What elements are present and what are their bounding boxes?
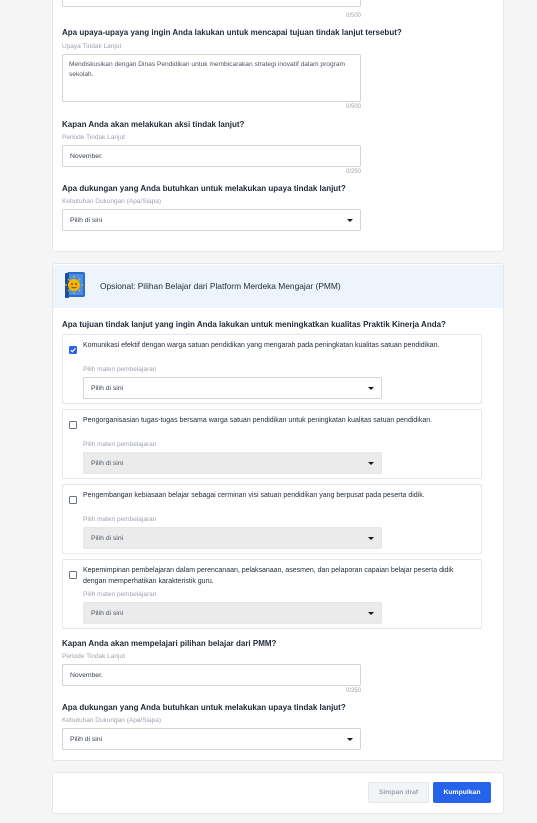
option-3-materi-value: Pilih di sini bbox=[91, 534, 124, 542]
option-3-materi-label: Pilih materi pembelajaran bbox=[83, 516, 157, 523]
periode-input[interactable]: November. bbox=[62, 145, 361, 167]
kapan-question: Kapan Anda akan melakukan aksi tindak lanjut? bbox=[62, 120, 245, 129]
dukungan-pmm-question: Apa dukungan yang Anda butuhkan untuk melakukan upaya tindak lanjut? bbox=[62, 703, 346, 712]
periode-char-counter: 0/250 bbox=[345, 169, 361, 175]
dukungan-pmm-select-value: Pilih di sini bbox=[70, 735, 103, 743]
option-4-checkbox[interactable] bbox=[69, 571, 77, 579]
caret-down-icon bbox=[347, 738, 353, 741]
option-2-materi-value: Pilih di sini bbox=[91, 459, 124, 467]
previous-char-counter: 0/500 bbox=[345, 13, 361, 19]
check-icon bbox=[69, 346, 77, 354]
option-1-materi-label: Pilih materi pembelajaran bbox=[83, 366, 157, 373]
option-2-materi-label: Pilih materi pembelajaran bbox=[83, 441, 157, 448]
upaya-label: Upaya Tindak Lanjut bbox=[62, 43, 122, 50]
periode-pmm-label: Periode Tindak Lanjut bbox=[62, 653, 125, 660]
save-draft-button[interactable]: Simpan draf bbox=[368, 782, 429, 803]
option-1-materi-select[interactable] bbox=[83, 377, 382, 399]
periode-pmm-char-counter: 0/250 bbox=[345, 688, 361, 694]
option-1-materi-value: Pilih di sini bbox=[91, 384, 124, 392]
caret-down-icon bbox=[368, 387, 374, 390]
dukungan-label: Kebutuhan Dukungan (Apa/Siapa) bbox=[62, 198, 162, 205]
caret-down-icon bbox=[347, 219, 353, 222]
dukungan-select[interactable] bbox=[62, 209, 361, 231]
book-sun-icon bbox=[62, 270, 88, 300]
caret-down-icon bbox=[368, 537, 374, 540]
periode-pmm-input[interactable]: November. bbox=[62, 664, 361, 686]
caret-down-icon bbox=[368, 612, 374, 615]
option-4-materi-value: Pilih di sini bbox=[91, 609, 124, 617]
dukungan-pmm-select[interactable] bbox=[62, 728, 361, 750]
previous-textarea[interactable] bbox=[62, 0, 361, 7]
option-2-label: Pengorganisasian tugas-tugas bersama warga satuan pendidikan untuk peningkatan kualitas satuan pendidikan. bbox=[83, 417, 433, 424]
option-3-materi-select[interactable] bbox=[83, 527, 382, 549]
dukungan-select-value: Pilih di sini bbox=[70, 216, 103, 224]
dukungan-question: Apa dukungan yang Anda butuhkan untuk melakukan upaya tindak lanjut? bbox=[62, 184, 346, 193]
option-1-checkbox[interactable] bbox=[69, 346, 77, 354]
upaya-question: Apa upaya-upaya yang ingin Anda lakukan untuk mencapai tujuan tindak lanjut tersebut? bbox=[62, 28, 402, 37]
periode-label: Periode Tindak Lanjut bbox=[62, 134, 125, 141]
tujuan-question: Apa tujuan tindak lanjut yang ingin Anda lakukan untuk meningkatkan kualitas Praktik Kinerja Anda? bbox=[62, 320, 446, 329]
pmm-banner-title: Opsional: Pilihan Belajar dari Platform Merdeka Mengajar (PMM) bbox=[100, 281, 341, 291]
option-2-materi-select[interactable] bbox=[83, 452, 382, 474]
option-1-label: Komunikasi efektif dengan warga satuan pendidikan yang mengarah pada peningkatan kualitas satuan pendidikan. bbox=[83, 342, 440, 349]
submit-button[interactable]: Kumpulkan bbox=[433, 782, 491, 803]
upaya-char-counter: 0/500 bbox=[345, 104, 361, 110]
dukungan-pmm-label: Kebutuhan Dukungan (Apa/Siapa) bbox=[62, 717, 162, 724]
option-4-label: Kepemimpinan pembelajaran dalam perencanaan, pelaksanaan, asesmen, dan pelaporan capaian belajar peserta didik dengan memperhatikan karakteristik guru. bbox=[83, 567, 454, 585]
option-3-checkbox[interactable] bbox=[69, 496, 77, 504]
option-2-checkbox[interactable] bbox=[69, 421, 77, 429]
option-4-materi-label: Pilih materi pembelajaran bbox=[83, 591, 157, 598]
kapan-pmm-question: Kapan Anda akan mempelajari pilihan belajar dari PMM? bbox=[62, 639, 277, 648]
option-4-materi-select[interactable] bbox=[83, 602, 382, 624]
upaya-textarea[interactable]: Mendiskusikan dengan Dinas Pendidikan untuk membicarakan strategi inovatif dalam program sekolah. bbox=[62, 54, 361, 102]
option-3-label: Pengembangan kebiasaan belajar sebagai cerminan visi satuan pendidikan yang berpusat pada peserta didik. bbox=[83, 492, 425, 499]
caret-down-icon bbox=[368, 462, 374, 465]
